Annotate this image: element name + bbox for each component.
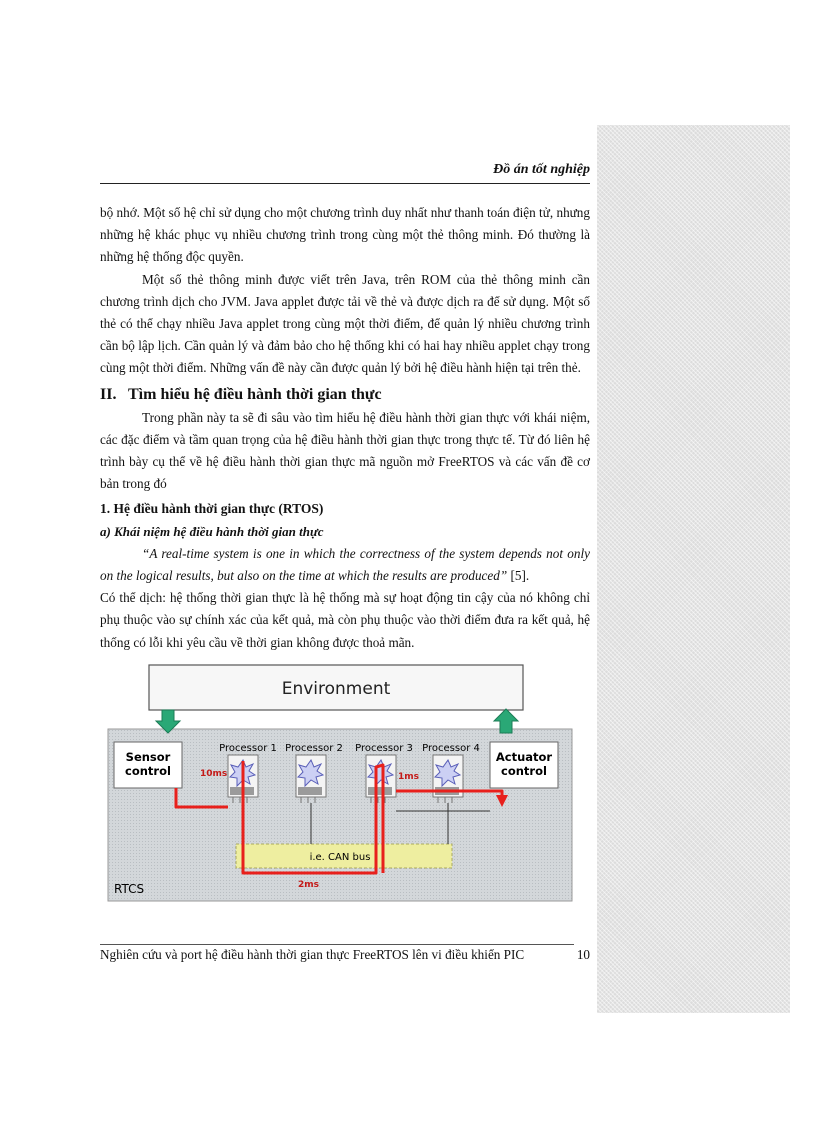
timing-label-1: 10ms bbox=[200, 769, 228, 779]
margin-sidebar bbox=[597, 125, 790, 1013]
timing-label-3: 2ms bbox=[298, 880, 319, 890]
page-header: Đồ án tốt nghiệp bbox=[493, 162, 590, 177]
paragraph-1: bộ nhớ. Một số hệ chỉ sử dụng cho một chương trình duy nhất như thanh toán điện tử, nhưng những hệ khác phục vụ nhiều chương trình trong cùng một thẻ thông minh. Đó thường là những hệ thống độc quyền. bbox=[100, 205, 590, 265]
actuator-label-1: Actuator bbox=[495, 750, 553, 764]
sensor-label-2: control bbox=[125, 764, 171, 778]
processor-2-chip bbox=[296, 755, 326, 803]
subsubsection-heading: a) Khái niệm hệ điều hành thời gian thực bbox=[100, 523, 324, 539]
subsection-heading: 1. Hệ điều hành thời gian thực (RTOS) bbox=[100, 501, 324, 517]
quote-paragraph bbox=[100, 543, 590, 587]
paragraph-3: Trong phần này ta sẽ đi sâu vào tìm hiểu hệ điều hành thời gian thực với khái niệm, các đặc điểm và tầm quan trọng của hệ điều hành thời gian thực trong thực tế. Từ đó liên hệ trình bày cụ thể về hệ điều hành thời gian thực mã nguồn mở FreeRTOS và các vấn đề cơ bản trong đó bbox=[100, 409, 590, 492]
can-bus-label: i.e. CAN bus bbox=[309, 852, 371, 863]
paragraph-4: Có thể dịch: hệ thống thời gian thực là hệ thống mà sự hoạt động tin cậy của nó không chỉ phụ thuộc vào sự chính xác của kết quả, mà còn phụ thuộc vào thời điểm đưa ra kết quả, hệ thống có lỗi khi yêu cầu về thời gian không được thoả mãn. bbox=[100, 590, 590, 650]
processor-label-4: Processor 4 bbox=[422, 743, 480, 754]
paragraph-2: Một số thẻ thông minh được viết trên Java, trên ROM của thẻ thông minh cần chương trình dịch cho JVM. Java applet được tải về thẻ và được dịch ra để sử dụng. Một số thẻ có thể chạy nhiều Java applet trong cùng một thời điểm, để quản lý nhiều chương trình cần bộ lập lịch. Cần quản lý và đảm bảo cho hệ thống khi có hai hay nhiều applet chạy trong cùng một thời điểm. Những vấn đề này cần được quản lý bởi hệ điều hành hiện tại trên thẻ. bbox=[100, 271, 590, 376]
footer-divider bbox=[100, 944, 574, 945]
environment-label: Environment bbox=[281, 679, 391, 699]
page-number: 10 bbox=[576, 947, 590, 962]
section-title: Tìm hiểu hệ điều hành thời gian thực bbox=[128, 385, 382, 403]
rtcs-label: RTCS bbox=[114, 882, 145, 896]
quote-text: “A real-time system is one in which the correctness of the system depends not only on the logical results, but also on the time at which the results are produced” bbox=[100, 545, 590, 584]
processor-4-chip bbox=[433, 755, 463, 803]
footer-text: Nghiên cứu và port hệ điều hành thời gian thực FreeRTOS lên vi điều khiển PIC bbox=[100, 947, 525, 962]
actuator-label-2: control bbox=[501, 764, 547, 778]
processor-label-3: Processor 3 bbox=[355, 743, 413, 754]
quote-reference: [5]. bbox=[507, 568, 530, 584]
processor-label-2: Processor 2 bbox=[285, 743, 343, 754]
rtos-diagram bbox=[100, 661, 590, 903]
section-number: II. bbox=[100, 385, 117, 403]
page-content bbox=[100, 202, 590, 654]
section-heading bbox=[100, 384, 590, 406]
timing-label-2: 1ms bbox=[398, 772, 419, 782]
sensor-label-1: Sensor bbox=[125, 750, 171, 764]
header-divider bbox=[100, 183, 590, 184]
processor-3-chip bbox=[366, 755, 396, 803]
rtos-diagram-svg bbox=[100, 661, 590, 903]
processor-label-1: Processor 1 bbox=[219, 743, 277, 754]
